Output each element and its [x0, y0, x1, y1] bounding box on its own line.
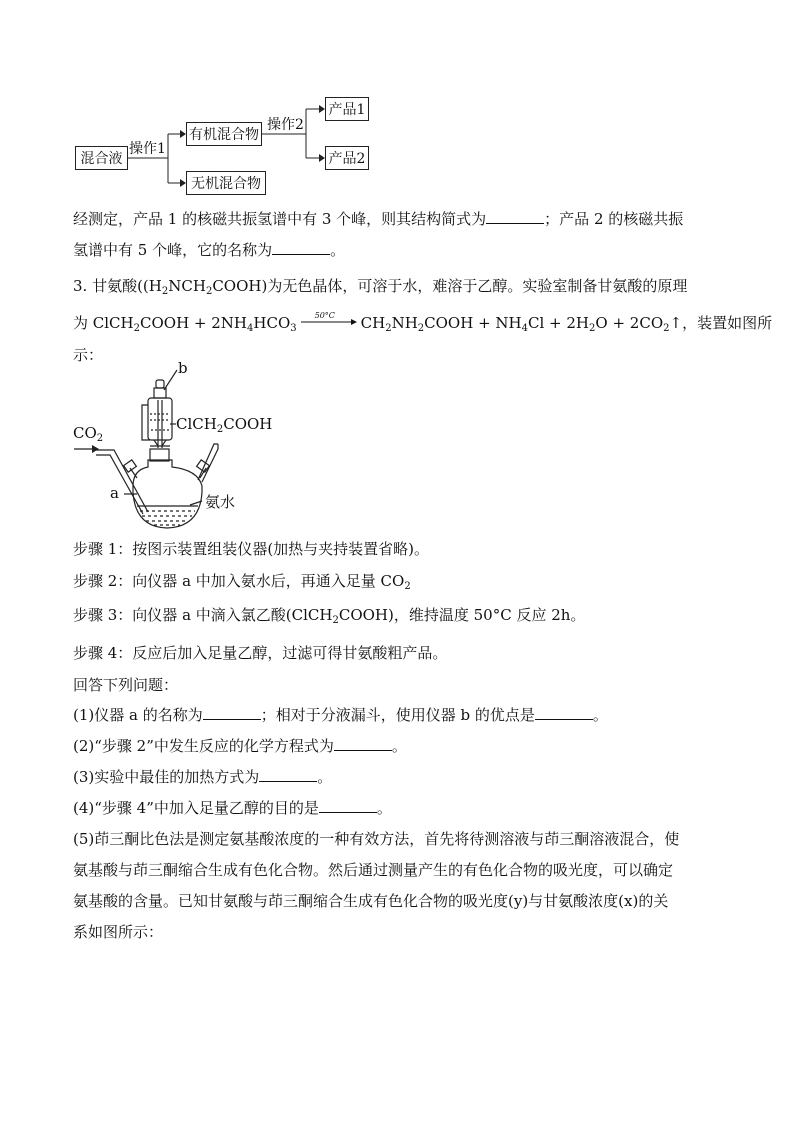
q3-line-3: 示： [73, 346, 104, 364]
question-5-line-2: 氨基酸与茚三酮缩合生成有色化合物。然后通过测量产生的有色化合物的吸光度，可以确定 [73, 861, 674, 879]
label-b: b [178, 359, 188, 377]
product1-box: 产品1 [325, 97, 369, 121]
mixture-box: 混合液 [75, 146, 128, 170]
question-3: (3)实验中最佳的加热方式为 。 [73, 768, 333, 786]
answer-blank [535, 705, 593, 720]
answer-blank [319, 798, 377, 813]
answer-blank [259, 767, 317, 782]
question-5-line-3: 氨基酸的含量。已知甘氨酸与茚三酮缩合生成有色化合物的吸光度(y)与甘氨酸浓度(x)的关 [73, 892, 669, 910]
product2-box: 产品2 [325, 146, 369, 170]
question-4: (4)“步骤 4”中加入足量乙醇的目的是 。 [73, 799, 392, 817]
question-2: (2)“步骤 2”中发生反应的化学方程式为 。 [73, 737, 407, 755]
step-3: 步骤 3：向仪器 a 中滴入氯乙酸(ClCH$_2$COOH)，维持温度 50°C 反应 2h。 [73, 606, 586, 626]
step-1: 步骤 1：按图示装置组装仪器(加热与夹持装置省略)。 [73, 540, 430, 558]
answer-blank [203, 705, 261, 720]
step-2: 步骤 2：向仪器 a 中加入氨水后，再通入足量 $CO_2$ [73, 572, 411, 592]
apparatus-drawing [0, 0, 794, 540]
operation2-label: 操作2 [267, 117, 304, 133]
intro-text-1b: ；产品 2 的核磁共振 [544, 210, 684, 228]
question-1: (1)仪器 a 的名称为 ；相对于分液漏斗，使用仪器 b 的优点是 。 [73, 706, 608, 724]
organic-mixture-box: 有机混合物 [186, 122, 262, 146]
ammonia-label: 氨水 [205, 493, 236, 511]
step-4: 步骤 4：反应后加入足量乙醇，过滤可得甘氨酸粗产品。 [73, 644, 448, 662]
inorganic-mixture-box: 无机混合物 [186, 171, 266, 195]
intro-text-2a: 氢谱中有 5 个峰，它的名称为 [73, 241, 273, 259]
reagent-label: ClCH$_2$COOH [176, 415, 273, 435]
operation1-label: 操作1 [129, 141, 166, 157]
reaction-condition: 50°C [314, 311, 335, 320]
label-a: a [110, 484, 119, 502]
answer-blank [334, 736, 392, 751]
q3-equation-line: 为 ClCH$_2$COOH + $2NH_4HCO_3$ 50°C $CH_2NH_2COOH + NH_4Cl + 2H_2O$ + $2CO_2↑$，装置如图所 [73, 312, 772, 334]
equation-left: ClCH$_2$COOH + $2NH_4HCO_3$ [92, 314, 297, 334]
q3-line-1: 3. 甘氨酸($(H_2NCH_2COOH)$为无色晶体，可溶于水，难溶于乙醇。实验室制备甘氨酸的原理 [73, 277, 688, 297]
question-5-line-1: (5)茚三酮比色法是测定氨基酸浓度的一种有效方法，首先将待测溶液与茚三酮溶液混合，使 [73, 830, 680, 848]
questions-header: 回答下列问题： [73, 676, 179, 694]
co2-inlet-label: $CO_2$ [73, 424, 104, 444]
equation-right: $CH_2NH_2COOH + NH_4Cl + 2H_2O + 2CO_2$ [360, 314, 670, 334]
question-5-line-4: 系如图所示： [73, 923, 164, 941]
intro-text-2b: 。 [330, 241, 346, 259]
intro-text-1a: 经测定，产品 1 的核磁共振氢谱中有 3 个峰，则其结构简式为 [73, 210, 487, 228]
